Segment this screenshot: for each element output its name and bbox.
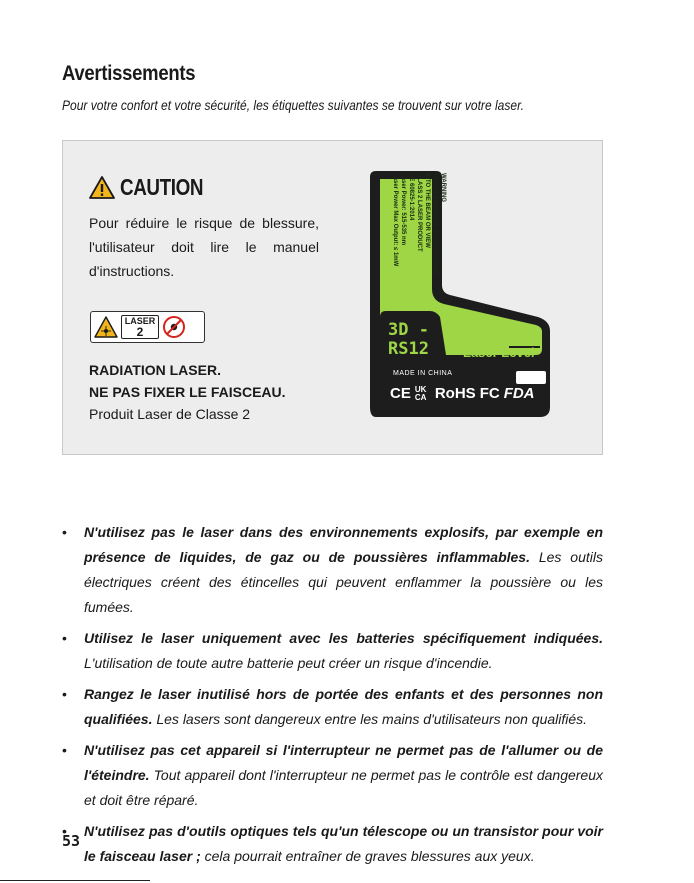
device-warning-line: INTO THE BEAM OR VIEW <box>424 173 430 248</box>
list-item <box>62 626 603 676</box>
bullet-text: Les outils électriques créent des étincelles qui peuvent enflammer la poussière ou les fumées. <box>84 549 603 615</box>
device-warning-title: WARNING <box>440 173 446 202</box>
caution-heading <box>89 174 221 201</box>
device-warning-line: LASER RADIATION DO NOT STARE <box>432 173 438 275</box>
bottom-rule <box>0 880 150 881</box>
radiation-warning <box>89 359 286 425</box>
warning-triangle-icon <box>89 176 115 199</box>
laser-class-label <box>121 315 159 339</box>
fda-mark: FDA <box>503 385 535 402</box>
bullet-bold: Utilisez le laser uniquement avec les batteries spécifiquement indiquées. <box>84 630 603 646</box>
no-eye-exposure-icon <box>162 315 186 339</box>
device-made-in: MADE IN CHINA <box>393 370 453 377</box>
warning-labels-panel <box>62 140 603 455</box>
radiation-line-1: RADIATION LASER. <box>89 362 221 378</box>
bullet-bold: N'utilisez pas cet appareil si l'interrupteur ne permet pas de l'allumer ou de l'éteindre. <box>84 742 603 783</box>
device-model-line-1: 3D - <box>388 320 429 340</box>
laser-sign-text: LASER <box>124 316 156 326</box>
device-warning-line: Laser Power: 515-535 nm <box>400 173 406 246</box>
radiation-line-3: Produit Laser de Classe 2 <box>89 406 251 422</box>
device-product-name: Laser Level <box>463 345 535 360</box>
certification-marks <box>390 385 535 402</box>
laser-class-sign <box>90 311 205 343</box>
list-item <box>62 520 603 620</box>
device-rating-label <box>370 171 575 417</box>
device-warning-text <box>377 173 447 313</box>
list-item <box>62 682 603 732</box>
device-model-line-2: RS12 <box>388 339 429 359</box>
bullet-text: Les lasers sont dangereux entre les mains d'utilisateurs non qualifiés. <box>152 711 588 727</box>
laser-sign-class: 2 <box>136 325 144 339</box>
radiation-line-2: NE PAS FIXER LE FAISCEAU. <box>89 384 286 400</box>
bullet-bold: Rangez le laser inutilisé hors de portée des enfants et des personnes non qualifiées. <box>84 686 603 727</box>
list-item <box>62 819 603 869</box>
bullet-bold: N'utilisez pas le laser dans des environnements explosifs, par exemple en présence de liquides, de gaz ou de poussières inflammables. <box>84 524 603 565</box>
safety-bullet-list <box>62 520 603 875</box>
laser-warning-icon <box>94 315 118 339</box>
bullet-text: Tout appareil dont l'interrupteur ne permet pas le contrôle est dangereux et doit être réparé. <box>84 767 603 808</box>
caution-title: CAUTION <box>120 174 204 200</box>
rohs-mark: RoHS <box>434 385 476 402</box>
bullet-text: L'utilisation de toute autre batterie peut créer un risque d'incendie. <box>84 655 493 671</box>
bullet-bold: N'utilisez pas d'outils optiques tels qu'un télescope ou un transistor pour voir le faisceau laser ; <box>84 823 603 864</box>
fc-mark: FC <box>479 385 500 402</box>
ukca-mark: UK CA <box>414 384 427 402</box>
caution-description: Pour réduire le risque de blessure, l'utilisateur doit lire le manuel d'instructions. <box>89 215 319 279</box>
page-title: Avertissements <box>62 62 196 85</box>
page-subtitle: Pour votre confort et votre sécurité, les étiquettes suivantes se trouvent sur votre laser. <box>62 97 524 113</box>
device-warning-line: Laser Power Max Output: ≤ 1mW <box>392 173 398 267</box>
list-item <box>62 738 603 813</box>
device-warning-line: CLASS 2 LASER PRODUCT <box>416 173 422 252</box>
page-number: 53 <box>62 832 81 850</box>
bullet-text: cela pourrait entraîner de graves blessures aux yeux. <box>200 848 535 864</box>
ce-mark: CE <box>390 385 411 402</box>
device-warning-line: CE 60825-1:2014 <box>408 173 414 221</box>
device-model <box>388 321 429 359</box>
